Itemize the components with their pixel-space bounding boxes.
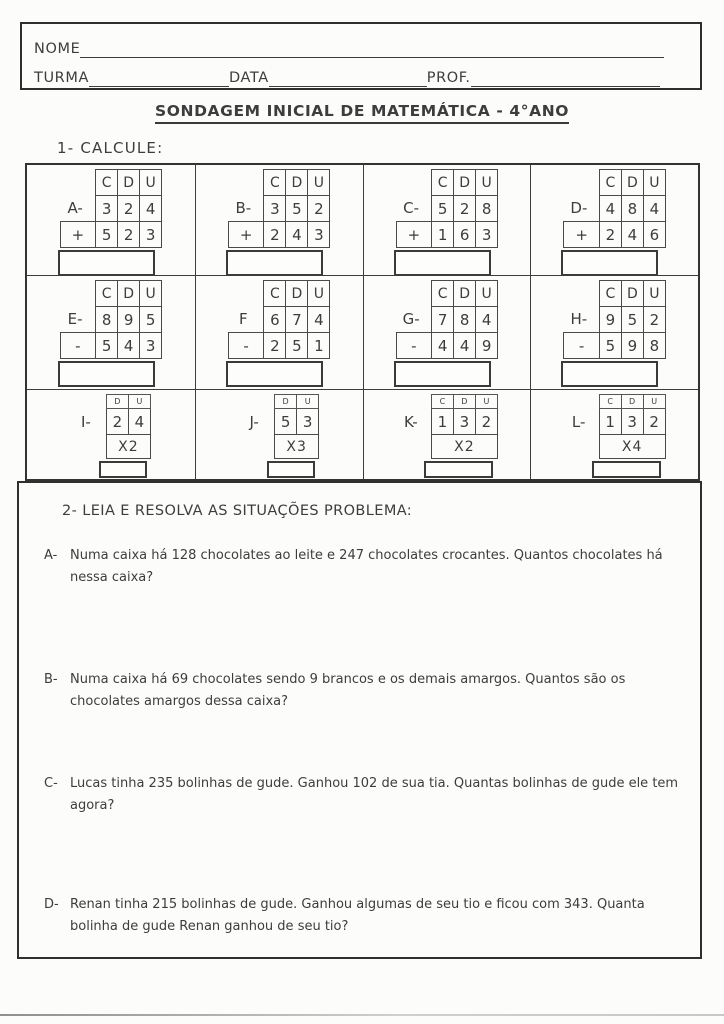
problem-label: J- (249, 412, 259, 431)
place-header-cell: C (599, 281, 621, 307)
place-header-cell: U (140, 170, 162, 196)
place-header-cell: U (643, 281, 665, 307)
calc-problem-assembly (563, 280, 666, 387)
header-spacer (396, 170, 432, 196)
section1-heading: 1- CALCULE: (57, 139, 164, 157)
calc-problem-f (195, 275, 363, 389)
turma-data-prof-line (34, 58, 700, 87)
calc-problem-j (195, 389, 363, 479)
word-problem-label: B- (44, 672, 58, 687)
problem-label: E- (67, 310, 83, 329)
answer-box (58, 250, 155, 276)
operator-cell: - (564, 333, 600, 359)
place-header-cell: D (275, 395, 297, 409)
operand-table (60, 280, 163, 359)
problem-label: H- (570, 310, 588, 329)
digit-cell: 9 (118, 307, 140, 333)
digit-cell: 5 (96, 333, 118, 359)
problem-label: D- (570, 199, 588, 218)
answer-box (226, 361, 323, 387)
digit-cell: 6 (264, 307, 286, 333)
calc-problem-i (27, 389, 195, 479)
digit-cell: 3 (476, 222, 498, 248)
digit-cell: 3 (96, 196, 118, 222)
digit-cell: 5 (286, 196, 308, 222)
operand-table (564, 394, 666, 459)
digit-cell: 4 (128, 409, 150, 435)
header-spacer (228, 281, 264, 307)
digit-cell: 1 (432, 222, 454, 248)
header-spacer (71, 395, 107, 409)
operand-table (228, 280, 331, 359)
calc-problem-d (530, 165, 698, 275)
digit-cell: 5 (275, 409, 297, 435)
data-fill-line (269, 72, 427, 87)
answer-box (424, 461, 493, 478)
place-header-cell: D (454, 170, 476, 196)
place-header-cell: D (106, 395, 128, 409)
word-problems-box (17, 481, 702, 959)
operator-cell: - (228, 333, 264, 359)
place-header-cell: C (264, 170, 286, 196)
calc-problem-assembly (228, 280, 331, 387)
digit-cell: 5 (599, 333, 621, 359)
digit-cell: 3 (264, 196, 286, 222)
calc-problem-c (363, 165, 531, 275)
digit-cell: 2 (475, 409, 497, 435)
place-header-cell: D (454, 281, 476, 307)
digit-cell: 1 (431, 409, 453, 435)
digit-cell: 2 (308, 196, 330, 222)
spacer (564, 435, 600, 459)
problem-label: B- (235, 199, 252, 218)
digit-cell: 2 (118, 222, 140, 248)
place-header-cell: U (140, 281, 162, 307)
calc-problem-l (530, 389, 698, 479)
page-title-row (0, 101, 724, 120)
header-spacer (239, 395, 275, 409)
operator-cell: - (60, 333, 96, 359)
word-problem-b (44, 669, 688, 713)
digit-cell: 4 (643, 196, 665, 222)
multiplier-cell: X2 (106, 435, 150, 459)
calc-problem-assembly (239, 394, 319, 478)
answer-box (58, 361, 155, 387)
calc-grid (25, 163, 700, 481)
digit-cell: 4 (621, 222, 643, 248)
operator-cell: + (396, 222, 432, 248)
place-header-cell: C (432, 170, 454, 196)
operand-table (60, 169, 163, 248)
digit-cell: 4 (432, 333, 454, 359)
calc-problem-assembly (228, 169, 331, 276)
digit-cell: 4 (308, 307, 330, 333)
answer-box (592, 461, 661, 478)
calc-problem-assembly (396, 394, 498, 478)
spacer (71, 435, 107, 459)
calc-problem-assembly (60, 169, 163, 276)
place-header-cell: C (432, 281, 454, 307)
header-spacer (564, 281, 600, 307)
place-header-cell: C (599, 395, 621, 409)
nome-label: NOME (34, 41, 81, 57)
operand-table (563, 280, 666, 359)
word-problem-c (44, 773, 688, 817)
digit-cell: 7 (286, 307, 308, 333)
digit-cell: 1 (599, 409, 621, 435)
operand-table (396, 394, 498, 459)
operand-table (228, 169, 331, 248)
place-header-cell: U (475, 395, 497, 409)
digit-cell: 9 (599, 307, 621, 333)
place-header-cell: C (96, 170, 118, 196)
nome-line (34, 29, 700, 58)
operand-table (396, 169, 499, 248)
place-header-cell: U (128, 395, 150, 409)
answer-box (99, 461, 147, 478)
data-label: DATA (228, 70, 269, 86)
word-problem-text: Renan tinha 215 bolinhas de gude. Ganhou algumas de seu tio e ficou com 343. Quanta bolinha de gude Renan ganhou de seu tio? (70, 897, 645, 934)
digit-cell: 4 (118, 333, 140, 359)
operator-cell: + (60, 222, 96, 248)
place-header-cell: D (286, 170, 308, 196)
answer-box (394, 361, 491, 387)
digit-cell: 7 (432, 307, 454, 333)
place-header-cell: D (118, 281, 140, 307)
header-spacer (60, 170, 96, 196)
operand-table (71, 394, 151, 459)
digit-cell: 1 (308, 333, 330, 359)
answer-box (226, 250, 323, 276)
place-header-cell: C (264, 281, 286, 307)
answer-box (561, 250, 658, 276)
calc-problem-k (363, 389, 531, 479)
digit-cell: 6 (454, 222, 476, 248)
digit-cell: 3 (621, 409, 643, 435)
word-problem-d (44, 894, 688, 938)
digit-cell: 2 (454, 196, 476, 222)
calc-problem-a (27, 165, 195, 275)
digit-cell: 2 (599, 222, 621, 248)
digit-cell: 8 (476, 196, 498, 222)
digit-cell: 3 (453, 409, 475, 435)
place-header-cell: D (621, 281, 643, 307)
section2-heading: 2- LEIA E RESOLVA AS SITUAÇÕES PROBLEMA: (62, 503, 413, 519)
word-problem-label: D- (44, 897, 59, 912)
problem-label: C- (403, 199, 420, 218)
digit-cell: 8 (643, 333, 665, 359)
calc-problem-assembly (564, 394, 666, 478)
place-header-cell: U (476, 170, 498, 196)
digit-cell: 2 (643, 409, 665, 435)
digit-cell: 3 (140, 222, 162, 248)
word-problem-label: A- (44, 548, 58, 563)
digit-cell: 5 (140, 307, 162, 333)
digit-cell: 5 (432, 196, 454, 222)
digit-cell: 9 (621, 333, 643, 359)
place-header-cell: D (621, 395, 643, 409)
calc-problem-assembly (563, 169, 666, 276)
place-header-cell: U (308, 170, 330, 196)
operator-cell: + (564, 222, 600, 248)
place-header-cell: D (118, 170, 140, 196)
place-header-cell: D (286, 281, 308, 307)
operand-table (563, 169, 666, 248)
header-spacer (228, 170, 264, 196)
answer-box (561, 361, 658, 387)
page-title: SONDAGEM INICIAL DE MATEMÁTICA - 4°ANO (155, 102, 569, 124)
digit-cell: 3 (140, 333, 162, 359)
place-header-cell: D (621, 170, 643, 196)
place-header-cell: D (453, 395, 475, 409)
digit-cell: 3 (297, 409, 319, 435)
problem-label: G- (402, 310, 420, 329)
calc-problem-assembly (60, 280, 163, 387)
header-spacer (564, 395, 600, 409)
spacer (396, 435, 432, 459)
header-spacer (396, 281, 432, 307)
operator-cell: + (228, 222, 264, 248)
digit-cell: 2 (118, 196, 140, 222)
header-spacer (564, 170, 600, 196)
place-header-cell: C (431, 395, 453, 409)
calc-problem-assembly (396, 169, 499, 276)
place-header-cell: C (599, 170, 621, 196)
calc-problem-assembly (396, 280, 499, 387)
digit-cell: 2 (264, 333, 286, 359)
problem-label: L- (571, 412, 586, 431)
problem-label: I- (80, 412, 91, 431)
place-header-cell: U (643, 170, 665, 196)
digit-cell: 4 (476, 307, 498, 333)
digit-cell: 5 (621, 307, 643, 333)
word-problem-text: Numa caixa há 128 chocolates ao leite e 247 chocolates crocantes. Quantos chocolates há nessa caixa? (70, 548, 663, 585)
place-header-cell: U (308, 281, 330, 307)
header-spacer (396, 395, 432, 409)
calc-problem-b (195, 165, 363, 275)
answer-box (267, 461, 315, 478)
problem-label: K- (404, 412, 418, 431)
turma-label: TURMA (34, 70, 89, 86)
nome-fill-line (80, 43, 664, 58)
multiplier-cell: X4 (599, 435, 665, 459)
digit-cell: 8 (96, 307, 118, 333)
calc-problem-h (530, 275, 698, 389)
place-header-cell: U (476, 281, 498, 307)
digit-cell: 6 (643, 222, 665, 248)
calc-problem-g (363, 275, 531, 389)
digit-cell: 5 (286, 333, 308, 359)
digit-cell: 5 (96, 222, 118, 248)
word-problem-label: C- (44, 776, 58, 791)
place-header-cell: C (96, 281, 118, 307)
prof-fill-line (471, 72, 660, 87)
operator-cell: - (396, 333, 432, 359)
answer-box (394, 250, 491, 276)
digit-cell: 4 (140, 196, 162, 222)
digit-cell: 4 (599, 196, 621, 222)
digit-cell: 9 (476, 333, 498, 359)
turma-fill-line (89, 72, 229, 87)
calc-problem-e (27, 275, 195, 389)
multiplier-cell: X2 (431, 435, 497, 459)
word-problem-text: Lucas tinha 235 bolinhas de gude. Ganhou 102 de sua tia. Quantas bolinhas de gude ele tem agora? (70, 776, 679, 813)
digit-cell: 8 (454, 307, 476, 333)
place-header-cell: U (297, 395, 319, 409)
calc-problem-assembly (71, 394, 151, 478)
digit-cell: 2 (643, 307, 665, 333)
word-problem-a (44, 545, 688, 589)
word-problem-text: Numa caixa há 69 chocolates sendo 9 brancos e os demais amargos. Quantos são os chocolates amargos dessa caixa? (70, 672, 626, 709)
digit-cell: 4 (454, 333, 476, 359)
spacer (239, 435, 275, 459)
digit-cell: 2 (264, 222, 286, 248)
digit-cell: 4 (286, 222, 308, 248)
digit-cell: 3 (308, 222, 330, 248)
scan-artifact-line (0, 1014, 724, 1016)
digit-cell: 2 (106, 409, 128, 435)
digit-cell: 8 (621, 196, 643, 222)
prof-label: PROF. (426, 70, 471, 86)
place-header-cell: U (643, 395, 665, 409)
problem-label: A- (67, 199, 83, 218)
student-info-box (20, 22, 702, 90)
operand-table (396, 280, 499, 359)
header-spacer (60, 281, 96, 307)
multiplier-cell: X3 (275, 435, 319, 459)
problem-label: F (239, 310, 248, 329)
operand-table (239, 394, 319, 459)
